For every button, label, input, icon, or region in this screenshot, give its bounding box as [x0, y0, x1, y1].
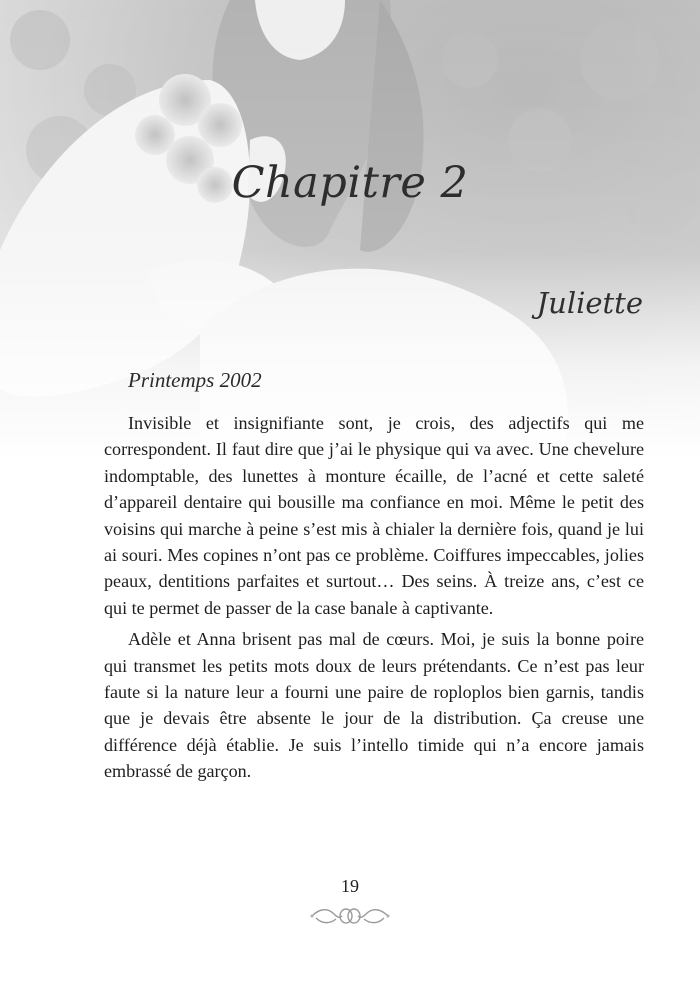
body-text: [104, 410, 644, 790]
section-heading: Printemps 2002: [128, 368, 262, 392]
paragraph: Adèle et Anna brisent pas mal de cœurs. Moi, je suis la bonne poire qui transmet les petits mots doux de leurs prétendants. Ce n’est pas leur faute si la nature leur a fourni une paire de roploplos bien garnis, tandis que je devais être absente le jour de la distribution. Ça creuse une différence déjà établie. Je suis l’intello timide qui n’a encore jamais embrassé de garçon.: [104, 629, 644, 782]
page-number: 19: [341, 876, 359, 896]
paragraph: Invisible et insignifiante sont, je crois, des adjectifs qui me correspondent. Il faut dire que j’ai le physique qui va avec. Une chevelure indomptable, des lunettes à monture écaille, de l’acné et cette saleté d’appareil dentaire qui bousille ma confiance en moi. Même le petit des voisins qui marche à peine s’est mis à chialer la dernière fois, quand je lui ai souri. Mes copines n’ont pas ce problème. Coiffures impeccables, jolies peaux, dentitions parfaites et surtout… Des seins. À treize ans, c’est ce qui te permet de passer de la case banale à captivante.: [104, 413, 644, 618]
header-photo: [0, 0, 700, 460]
chain-ornament-icon: [310, 904, 390, 928]
character-name: Juliette: [536, 286, 643, 320]
chapter-title: Chapitre 2: [231, 158, 469, 208]
